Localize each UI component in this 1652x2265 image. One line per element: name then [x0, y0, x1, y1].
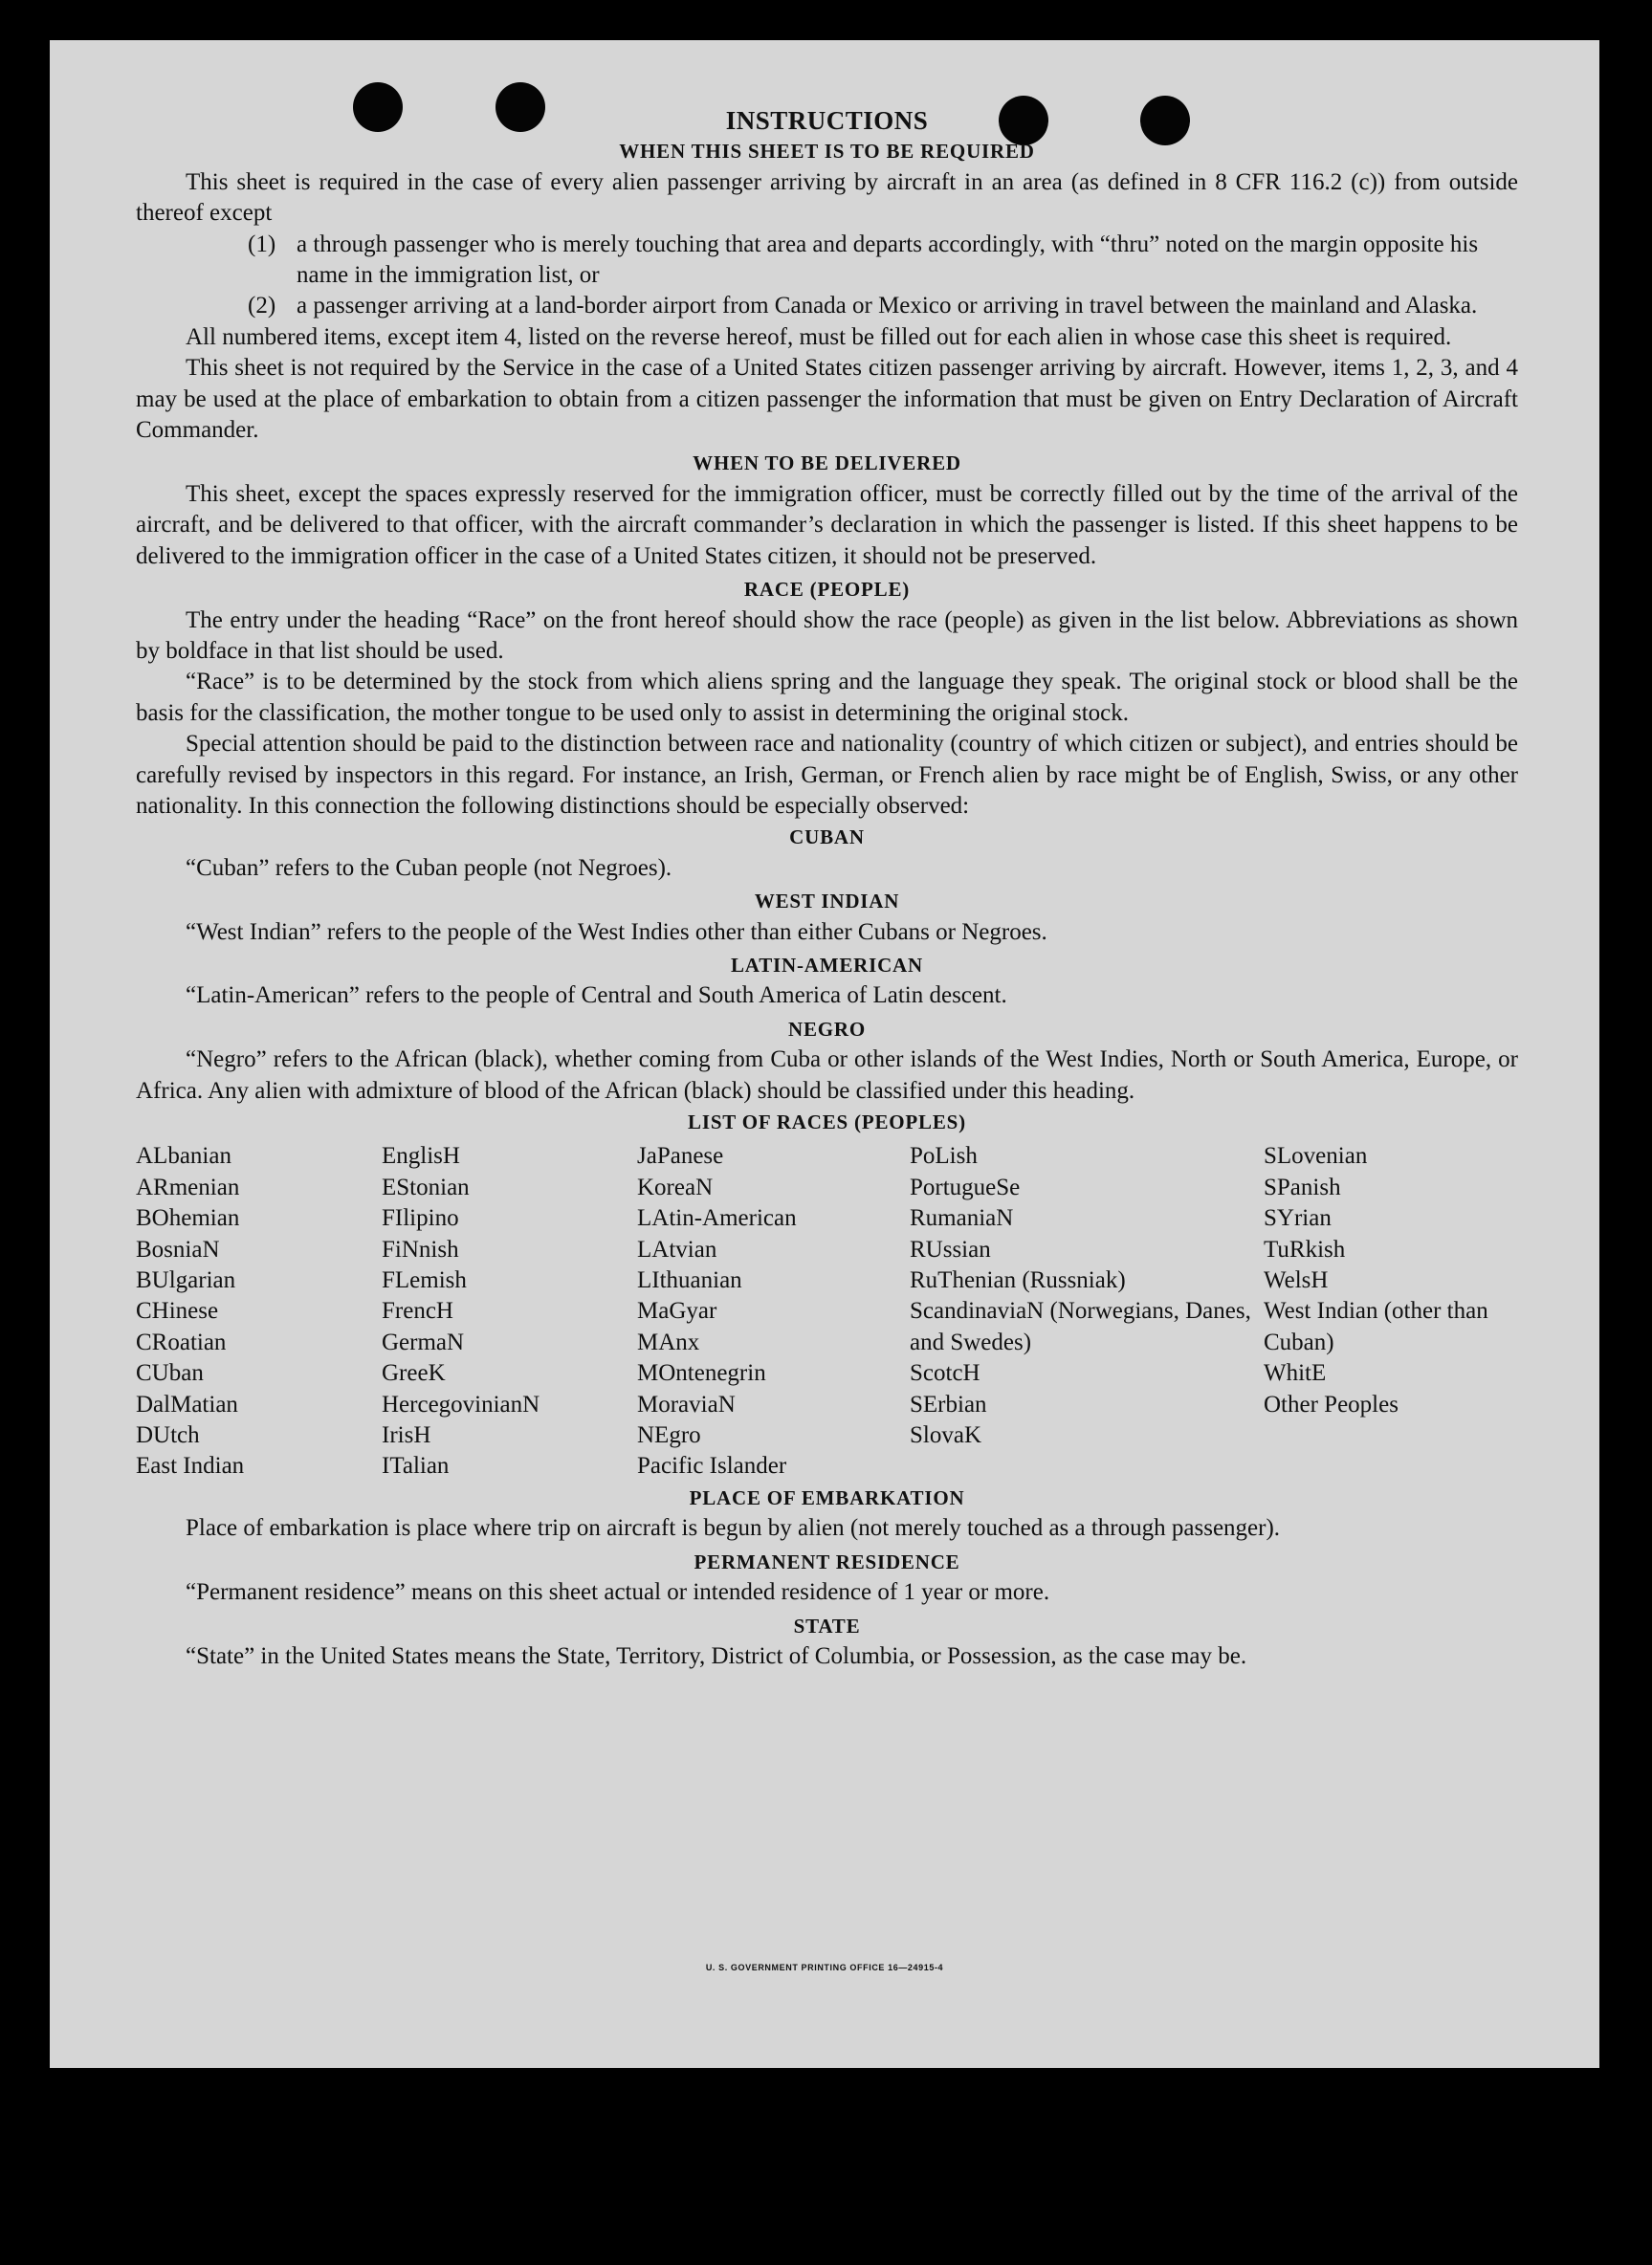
- race-entry: SYrian: [1264, 1205, 1332, 1232]
- paragraph: “West Indian” refers to the people of the West Indies other than either Cubans or Negroes.: [186, 918, 1047, 945]
- race-entry: FIlipino: [382, 1205, 459, 1232]
- race-entry: ScandinaviaN (Norwegians, Danes, and Swedes): [910, 1298, 1251, 1355]
- race-entry: Pacific Islander: [637, 1453, 787, 1480]
- race-entry: GermaN: [382, 1329, 465, 1355]
- race-entry: LIthuanian: [637, 1267, 742, 1294]
- race-entry: ScotcH: [910, 1360, 980, 1387]
- race-entry: LAtin-American: [637, 1205, 797, 1232]
- section-heading: WHEN TO BE DELIVERED: [693, 451, 961, 475]
- race-entry: IrisH: [382, 1422, 431, 1449]
- list-number: (2): [248, 293, 276, 319]
- paragraph: This sheet is required in the case of every alien passenger arriving by aircraft in an area (as defined in 8 CFR 116.2 (c)) from outside thereof except: [136, 168, 1518, 227]
- paragraph: All numbered items, except item 4, listed on the reverse hereof, must be filled out for each alien in whose case this sheet is required.: [186, 323, 1452, 350]
- section-heading: PERMANENT RESIDENCE: [694, 1550, 960, 1573]
- race-entry: CUban: [136, 1360, 204, 1387]
- race-entry: EnglisH: [382, 1143, 460, 1170]
- race-entry: JaPanese: [637, 1143, 724, 1170]
- race-entry: BUlgarian: [136, 1267, 236, 1294]
- page-title: INSTRUCTIONS: [725, 106, 929, 135]
- races-column: [910, 1141, 1264, 1482]
- paragraph: “Latin-American” refers to the people of Central and South America of Latin descent.: [186, 982, 1007, 1009]
- paragraph: The entry under the heading “Race” on the front hereof should show the race (people) as given in the list below. Abbreviations as shown by boldface in that list should be used.: [136, 606, 1518, 664]
- paragraph: Special attention should be paid to the distinction between race and nationality (country of which citizen or subject), and entries should be carefully revised by inspectors in this regard. For instance, an Irish, German, or French alien by race might be of English, Swiss, or any other nationality. In this connection the following distinctions should be especially observed:: [136, 731, 1518, 819]
- race-entry: ARmenian: [136, 1174, 240, 1200]
- section-heading: CUBAN: [789, 825, 865, 849]
- races-table: [136, 1141, 1518, 1482]
- race-entry: RumaniaN: [910, 1205, 1014, 1232]
- race-entry: KoreaN: [637, 1174, 714, 1200]
- paragraph: “Race” is to be determined by the stock from which aliens spring and the language they speak. The original stock or blood shall be the basis for the classification, the mother tongue to be used only to assist in determining the original stock.: [136, 669, 1518, 726]
- paragraph: “Cuban” refers to the Cuban people (not Negroes).: [186, 854, 672, 881]
- list-number: (1): [248, 231, 276, 257]
- races-column: [637, 1141, 910, 1482]
- race-entry: MAnx: [637, 1329, 700, 1355]
- race-entry: EStonian: [382, 1174, 470, 1200]
- race-entry: HercegovinianN: [382, 1391, 540, 1418]
- race-entry: SlovaK: [910, 1422, 981, 1449]
- race-entry: DalMatian: [136, 1391, 238, 1418]
- race-entry: TuRkish: [1264, 1236, 1346, 1263]
- race-entry: PoLish: [910, 1143, 978, 1170]
- paragraph: This sheet, except the spaces expressly reserved for the immigration officer, must be correctly filled out by the time of the arrival of the aircraft, and be delivered to that officer, with the aircraft commander’s declaration in which the passenger is listed. If this sheet happens to be delivered to the immigration officer in the case of a United States citizen, it should not be preserved.: [136, 480, 1518, 569]
- race-entry: Other Peoples: [1264, 1391, 1399, 1418]
- printer-imprint: U. S. GOVERNMENT PRINTING OFFICE 16—24915-4: [705, 1963, 944, 1972]
- section-heading: LIST OF RACES (PEOPLES): [688, 1111, 966, 1133]
- race-entry: CRoatian: [136, 1329, 227, 1355]
- paragraph: “Permanent residence” means on this sheet actual or intended residence of 1 year or more.: [186, 1579, 1050, 1606]
- list-item: [248, 230, 1518, 292]
- paragraph: Place of embarkation is place where trip on aircraft is begun by alien (not merely touched as a through passenger).: [186, 1515, 1281, 1542]
- race-entry: FrencH: [382, 1298, 453, 1325]
- race-entry: BosniaN: [136, 1236, 220, 1263]
- paragraph: “Negro” refers to the African (black), whether coming from Cuba or other islands of the West Indies, North or South America, Europe, or Africa. Any alien with admixture of blood of the African (black) should be classified under this heading.: [136, 1046, 1518, 1104]
- race-entry: MoraviaN: [637, 1391, 736, 1418]
- list-text: a passenger arriving at a land-border airport from Canada or Mexico or arriving in travel between the mainland and Alaska.: [297, 293, 1478, 319]
- race-entry: RUssian: [910, 1236, 991, 1263]
- race-entry: ALbanian: [136, 1143, 231, 1170]
- race-entry: SPanish: [1264, 1174, 1341, 1200]
- section-heading: STATE: [793, 1614, 861, 1638]
- race-entry: FLemish: [382, 1267, 467, 1294]
- list-text: a through passenger who is merely touching that area and departs accordingly, with “thru” noted on the margin opposite his name in the immigration list, or: [297, 231, 1479, 289]
- race-entry: BOhemian: [136, 1205, 240, 1232]
- paragraph: “State” in the United States means the State, Territory, District of Columbia, or Possession, as the case may be.: [186, 1642, 1247, 1669]
- races-column: [1264, 1141, 1518, 1482]
- race-entry: MaGyar: [637, 1298, 717, 1325]
- paragraph: This sheet is not required by the Service in the case of a United States citizen passenger arriving by aircraft. However, items 1, 2, 3, and 4 may be used at the place of embarkation to obtain from a citizen passenger the information that must be given on Entry Declaration of Aircraft Commander.: [136, 355, 1518, 444]
- document-sheet: [50, 40, 1599, 2068]
- races-column: [382, 1141, 637, 1482]
- race-entry: GreeK: [382, 1360, 446, 1387]
- race-entry: ITalian: [382, 1453, 450, 1480]
- race-entry: MOntenegrin: [637, 1360, 766, 1387]
- race-entry: PortugueSe: [910, 1174, 1021, 1200]
- section-heading: WHEN THIS SHEET IS TO BE REQUIRED: [619, 140, 1035, 164]
- races-column: [136, 1141, 382, 1482]
- race-entry: West Indian (other than Cuban): [1264, 1298, 1488, 1355]
- race-entry: East Indian: [136, 1453, 245, 1480]
- list-item: [248, 291, 1518, 321]
- section-heading: RACE (PEOPLE): [743, 578, 911, 602]
- race-entry: NEgro: [637, 1422, 701, 1449]
- race-entry: SErbian: [910, 1391, 987, 1418]
- race-entry: DUtch: [136, 1422, 200, 1449]
- race-entry: CHinese: [136, 1298, 219, 1325]
- race-entry: WelsH: [1264, 1267, 1329, 1294]
- race-entry: WhitE: [1264, 1360, 1327, 1387]
- race-entry: SLovenian: [1264, 1143, 1368, 1170]
- race-entry: RuThenian (Russniak): [910, 1267, 1126, 1294]
- section-heading: NEGRO: [787, 1017, 866, 1041]
- race-entry: FiNnish: [382, 1236, 459, 1263]
- section-heading: PLACE OF EMBARKATION: [689, 1485, 965, 1509]
- instructions-body: [136, 105, 1518, 1672]
- section-heading: LATIN-AMERICAN: [731, 953, 923, 977]
- section-heading: WEST INDIAN: [754, 890, 900, 913]
- race-entry: LAtvian: [637, 1236, 717, 1263]
